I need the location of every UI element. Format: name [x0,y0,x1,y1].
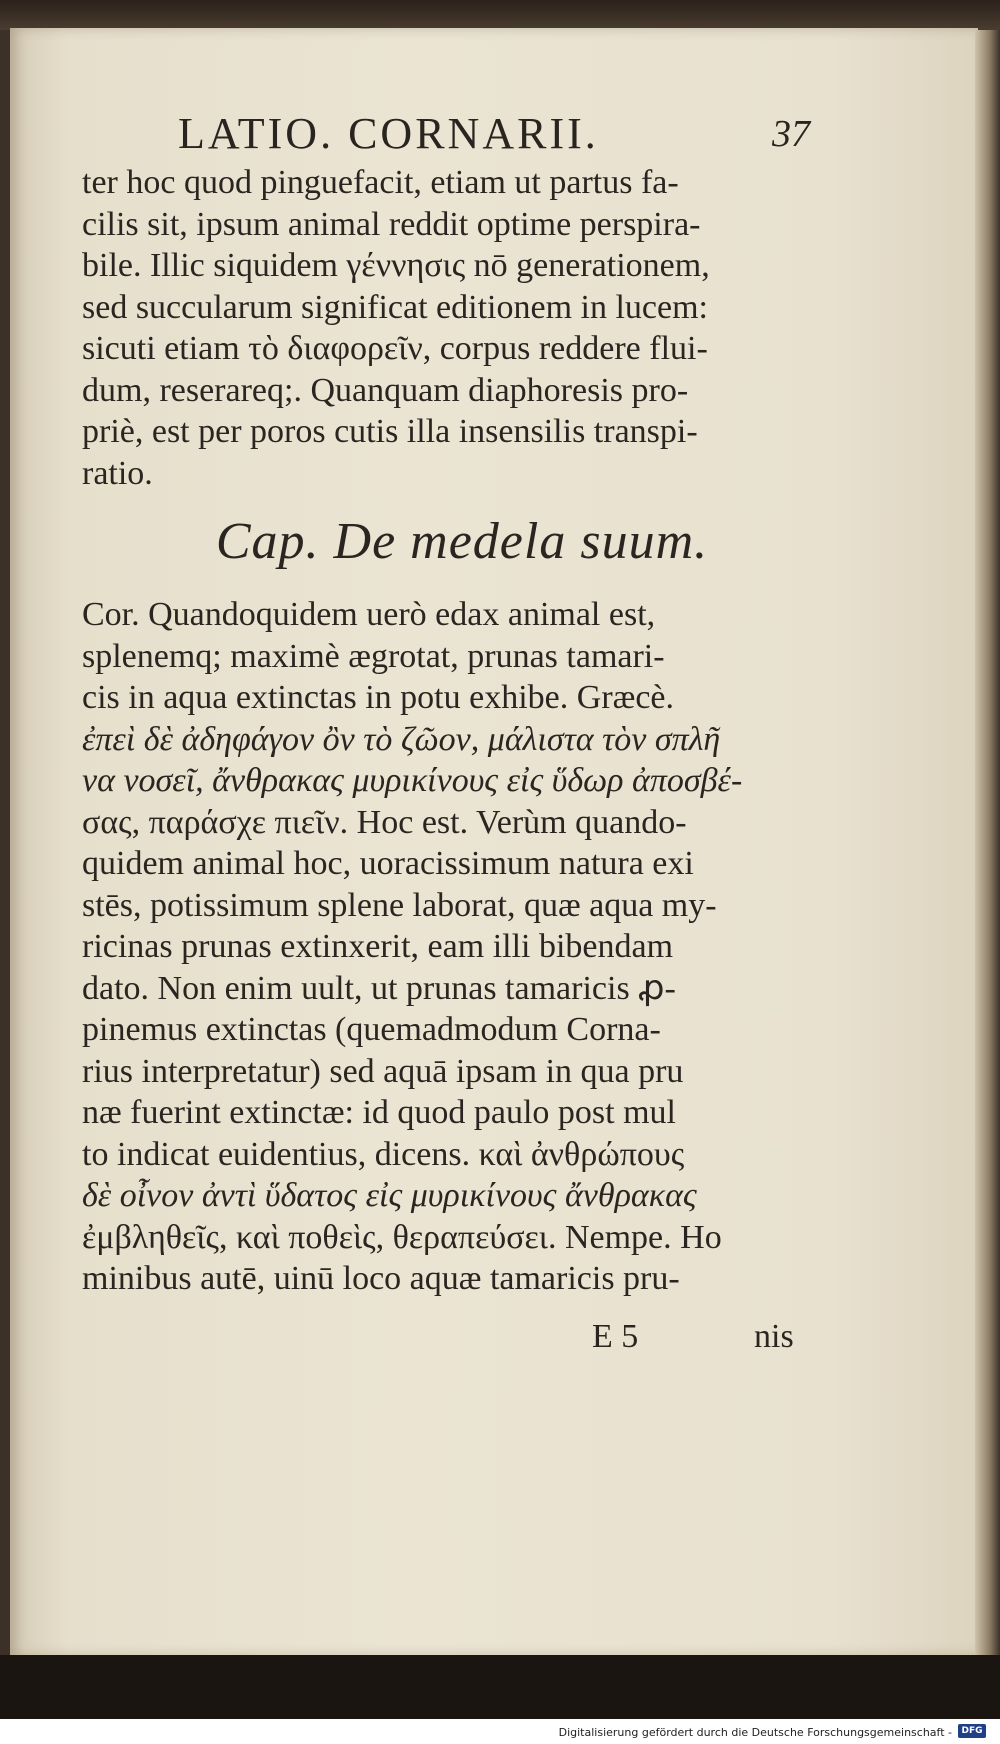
text-line: sicuti etiam τὸ διαφορεῖν, corpus reddere flui- [82,330,708,367]
text-line: quidem animal hoc, uoracissimum natura exi [82,845,694,882]
text-line: rius interpretatur) sed aquā ipsam in qua pru [82,1052,684,1090]
catchword: nis [754,1318,794,1355]
scan-bottom-border [0,1655,1000,1719]
chapter-heading: Cap. De medela suum. [215,513,709,570]
text-line: stēs, potissimum splene laborat, quæ aqua my- [82,886,717,924]
text-line: splenemq; maximè ægrotat, prunas tamari- [82,637,665,675]
text-line: Cor. Quandoquidem uerò edax animal est, [82,596,656,633]
signature-mark: E 5 [592,1318,639,1355]
funding-credit: Digitalisierung gefördert durch die Deutsche Forschungsgemeinschaft - [558,1726,952,1739]
running-head-title: LATIO. CORNARII. [178,109,599,158]
greek-text-line: ἐπεὶ δὲ ἀδηφάγον ὂν τὸ ζῶον, μάλιστα τὸν σπλῆ [82,720,721,758]
page-edge-shadow [975,30,1000,1656]
text-line: bile. Illic siquidem γέννησις nō generationem, [82,247,710,284]
greek-text-line: δὲ οἶνον ἀντὶ ὕδατος εἰς μυρικίνους ἄνθρακας [82,1177,697,1214]
text-line: dato. Non enim uult, ut prunas tamaricis ꝓ- [82,969,676,1007]
text-line: ἐμβληθεῖς, καὶ ποθεὶς, θεραπεύσει. Nempe. Ho [82,1218,722,1256]
dfg-logo-icon: DFG [958,1724,986,1738]
scan-top-border [0,0,1000,30]
text-line: cilis sit, ipsum animal reddit optime perspira- [82,205,701,243]
page-number: 37 [772,113,810,155]
greek-text-line: να νοσεῖ, ἄνθρακας μυρικίνους εἰς ὕδωρ ἀποσβέ- [82,762,743,799]
text-line: minibus autē, uinū loco aquæ tamaricis pru- [82,1260,680,1297]
text-line: pinemus extinctas (quemadmodum Corna- [82,1011,661,1048]
text-line: ratio. [82,454,153,492]
main-text [82,162,842,1300]
text-line: sed succularum significat editionem in lucem: [82,288,708,326]
text-line: cis in aqua extinctas in potu exhibe. Græcè. [82,679,674,716]
text-line: priè, est per poros cutis illa insensilis transpi- [82,413,698,450]
text-line: dum, reserareq;. Quanquam diaphoresis pro- [82,371,689,409]
text-line: ricinas prunas extinxerit, eam illi bibendam [82,928,674,965]
text-line: to indicat euidentius, dicens. καὶ ἀνθρώπους [82,1135,685,1173]
text-line: σας, παράσχε πιεῖν. Hoc est. Verùm quando- [82,803,687,841]
text-line: ter hoc quod pinguefacit, etiam ut partus fa- [82,164,679,201]
text-line: næ fuerint extinctæ: id quod paulo post mul [82,1094,677,1131]
